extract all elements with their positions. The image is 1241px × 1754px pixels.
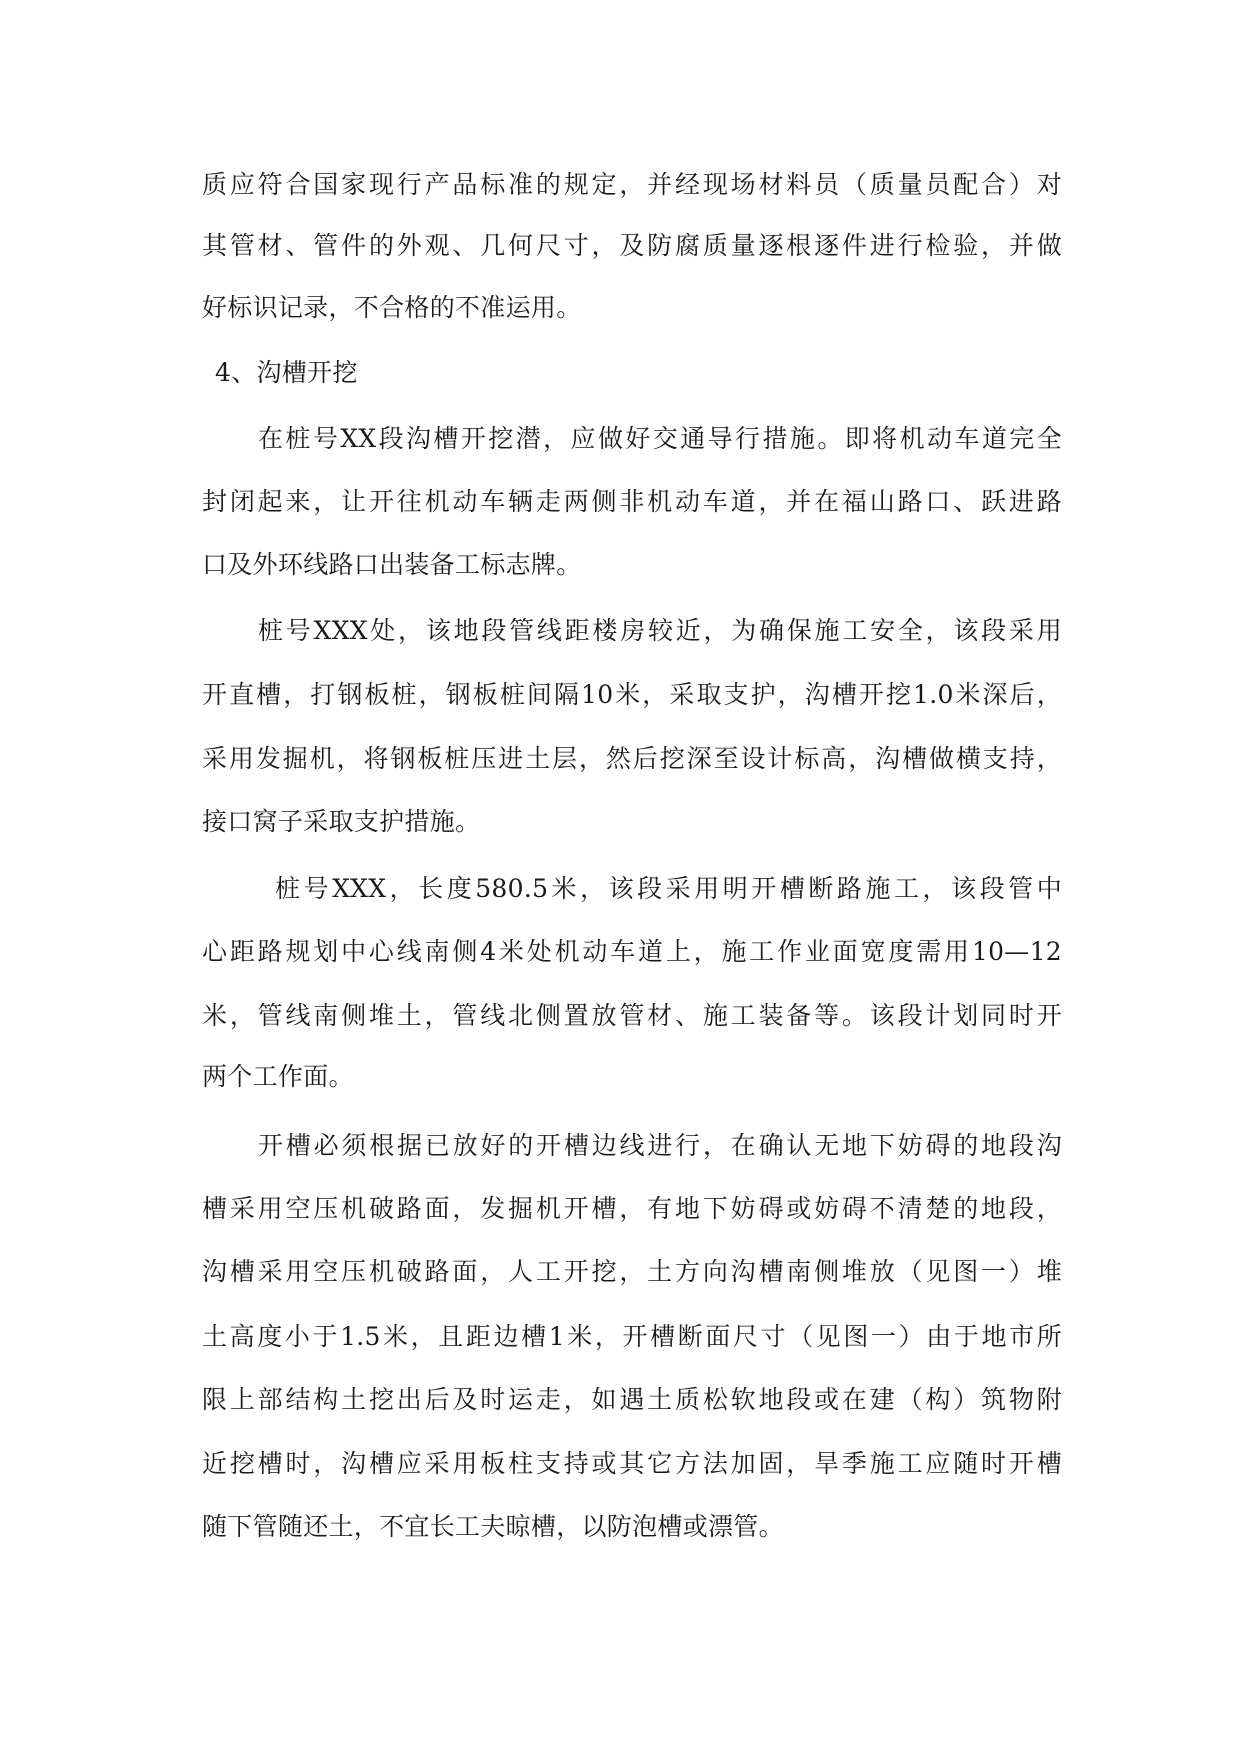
paragraph-line: 土高度小于1.5米，且距边槽1米，开槽断面尺寸（见图一）由于地市所: [202, 1322, 1062, 1351]
paragraph-line: 口及外环线路口出装备工标志牌。: [202, 550, 582, 579]
paragraph-line: 封闭起来，让开往机动车辆走两侧非机动车道，并在福山路口、跃进路: [202, 487, 1062, 516]
section-heading: 4、沟槽开挖: [215, 358, 358, 387]
paragraph-line: 开槽必须根据已放好的开槽边线进行，在确认无地下妨碍的地段沟: [258, 1131, 1062, 1160]
paragraph-line: 其管材、管件的外观、几何尺寸，及防腐质量逐根逐件进行检验，并做: [202, 231, 1062, 260]
paragraph-line: 米，管线南侧堆土，管线北侧置放管材、施工装备等。该段计划同时开: [202, 1001, 1062, 1030]
paragraph-line: 桩号XXX处，该地段管线距楼房较近，为确保施工安全，该段采用: [258, 616, 1062, 645]
paragraph-line: 两个工作面。: [202, 1062, 354, 1091]
paragraph-line: 采用发掘机，将钢板桩压进土层，然后挖深至设计标高，沟槽做横支持，: [202, 744, 1062, 773]
paragraph-line: 好标识记录，不合格的不准运用。: [202, 293, 582, 322]
paragraph-line: 近挖槽时，沟槽应采用板柱支持或其它方法加固，旱季施工应随时开槽: [202, 1449, 1062, 1478]
paragraph-line: 开直槽，打钢板桩，钢板桩间隔10米，采取支护，沟槽开挖1.0米深后，: [202, 680, 1062, 709]
paragraph-line: 限上部结构土挖出后及时运走，如遇土质松软地段或在建（构）筑物附: [202, 1385, 1062, 1414]
paragraph-line: 随下管随还土，不宜长工夫晾槽，以防泡槽或漂管。: [202, 1512, 784, 1541]
paragraph-line: 桩号XXX，长度580.5米，该段采用明开槽断路施工，该段管中: [275, 874, 1062, 903]
paragraph-line: 接口窝子采取支护措施。: [202, 807, 481, 836]
paragraph-line: 槽采用空压机破路面，发掘机开槽，有地下妨碍或妨碍不清楚的地段，: [202, 1194, 1062, 1223]
paragraph-line: 质应符合国家现行产品标准的规定，并经现场材料员（质量员配合）对: [202, 170, 1062, 199]
paragraph-line: 在桩号XX段沟槽开挖潜，应做好交通导行措施。即将机动车道完全: [258, 424, 1062, 453]
paragraph-line: 沟槽采用空压机破路面，人工开挖，土方向沟槽南侧堆放（见图一）堆: [202, 1257, 1062, 1286]
paragraph-line: 心距路规划中心线南侧4米处机动车道上，施工作业面宽度需用10—12: [202, 937, 1062, 966]
